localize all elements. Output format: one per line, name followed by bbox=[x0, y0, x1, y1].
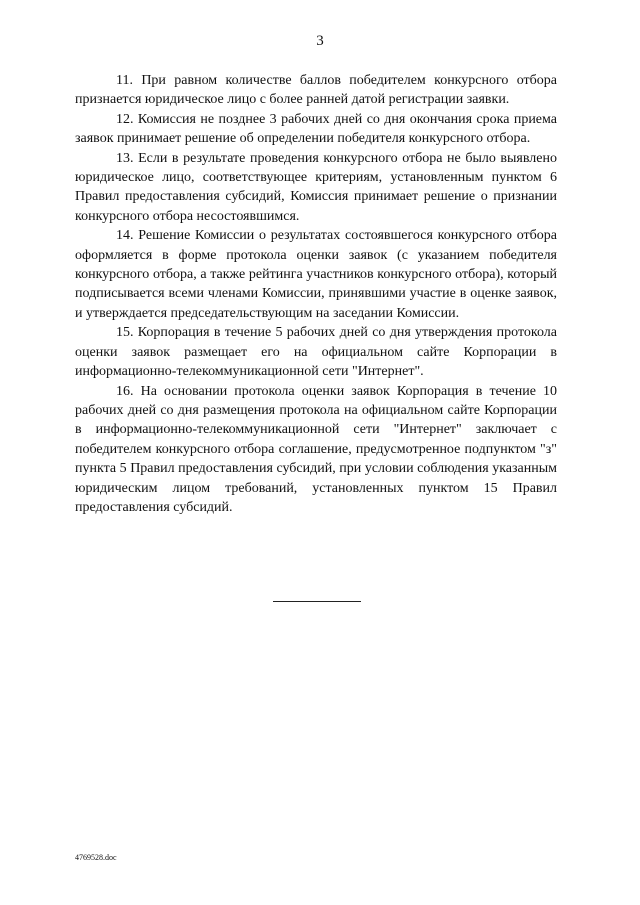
end-of-document-rule bbox=[273, 601, 361, 602]
paragraph-11: 11. При равном количестве баллов победителем конкурсного отбора признается юридическое лицо с более ранней датой регистрации заявки. bbox=[75, 73, 557, 108]
paragraph-16: 16. На основании протокола оценки заявок Корпорация в течение 10 рабочих дней со дня размещения протокола на официальном сайте Корпорации в информационно-телекоммуникационной сети "Интернет" заключает с победителем конкурсного отбора соглашение, предусмотренное подпунктом "з" пункта 5 Правил предоставления субсидий, при условии соблюдения указанным юридическим лицом требований, установленных пунктом 15 Правил предоставления субсидий. bbox=[75, 383, 557, 515]
paragraph-15: 15. Корпорация в течение 5 рабочих дней со дня утверждения протокола оценки заявок размещает его на официальном сайте Корпорации в информационно-телекоммуникационной сети "Интернет". bbox=[75, 325, 557, 380]
paragraph-14: 14. Решение Комиссии о результатах состоявшегося конкурсного отбора оформляется в форме протокола оценки заявок (с указанием победителя конкурсного отбора, а также рейтинга участников конкурсного отбора), который подписывается всеми членами Комиссии, принявшими участие в оценке заявок, и утверждается председательствующим на заседании Комиссии. bbox=[75, 228, 557, 321]
document-body bbox=[75, 71, 557, 517]
paragraph-12: 12. Комиссия не позднее 3 рабочих дней со дня окончания срока приема заявок принимает решение об определении победителя конкурсного отбора. bbox=[75, 111, 557, 147]
footer-file-code: 4769528.doc bbox=[75, 853, 117, 862]
page-number: 3 bbox=[316, 33, 324, 49]
paragraph-13: 13. Если в результате проведения конкурсного отбора не было выявлено юридическое лицо, соответствующее критериям, установленным пунктом 6 Правил предоставления субсидий, Комиссия принимает решение о признании конкурсного отбора несостоявшимся. bbox=[75, 150, 557, 224]
